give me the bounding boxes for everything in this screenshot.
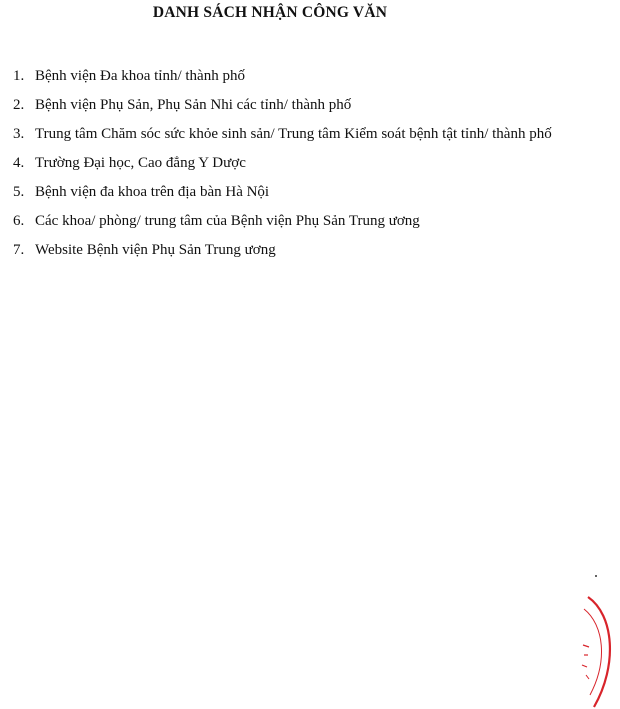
list-item-text: Website Bệnh viện Phụ Sản Trung ương	[35, 242, 276, 258]
document-title: DANH SÁCH NHẬN CÔNG VĂN	[152, 4, 388, 21]
list-item-text: Bệnh viện Đa khoa tỉnh/ thành phố	[35, 68, 245, 84]
list-item-text: Trung tâm Chăm sóc sức khỏe sinh sản/ Trung tâm Kiểm soát bệnh tật tỉnh/ thành phố	[35, 126, 552, 142]
recipient-list	[13, 62, 573, 265]
list-item	[13, 207, 573, 236]
list-item-number: 5.	[13, 184, 25, 200]
scan-dot-mark	[595, 575, 597, 577]
list-item-text: Trường Đại học, Cao đẳng Y Dược	[35, 155, 246, 171]
list-item-number: 3.	[13, 126, 25, 142]
list-item-number: 7.	[13, 242, 25, 258]
list-item-text: Bệnh viện Phụ Sản, Phụ Sản Nhi các tỉnh/ thành phố	[35, 97, 352, 113]
list-item	[13, 62, 573, 91]
list-item-number: 6.	[13, 213, 25, 229]
list-item	[13, 178, 573, 207]
list-item-text: Các khoa/ phòng/ trung tâm của Bệnh viện Phụ Sản Trung ương	[35, 213, 420, 229]
list-item	[13, 236, 573, 265]
list-item-number: 1.	[13, 68, 25, 84]
list-item-text: Bệnh viện đa khoa trên địa bàn Hà Nội	[35, 184, 270, 200]
red-stamp-fragment	[580, 595, 620, 709]
list-item	[13, 120, 573, 149]
list-item	[13, 149, 573, 178]
list-item-number: 4.	[13, 155, 25, 171]
list-item-number: 2.	[13, 97, 25, 113]
list-item	[13, 91, 573, 120]
